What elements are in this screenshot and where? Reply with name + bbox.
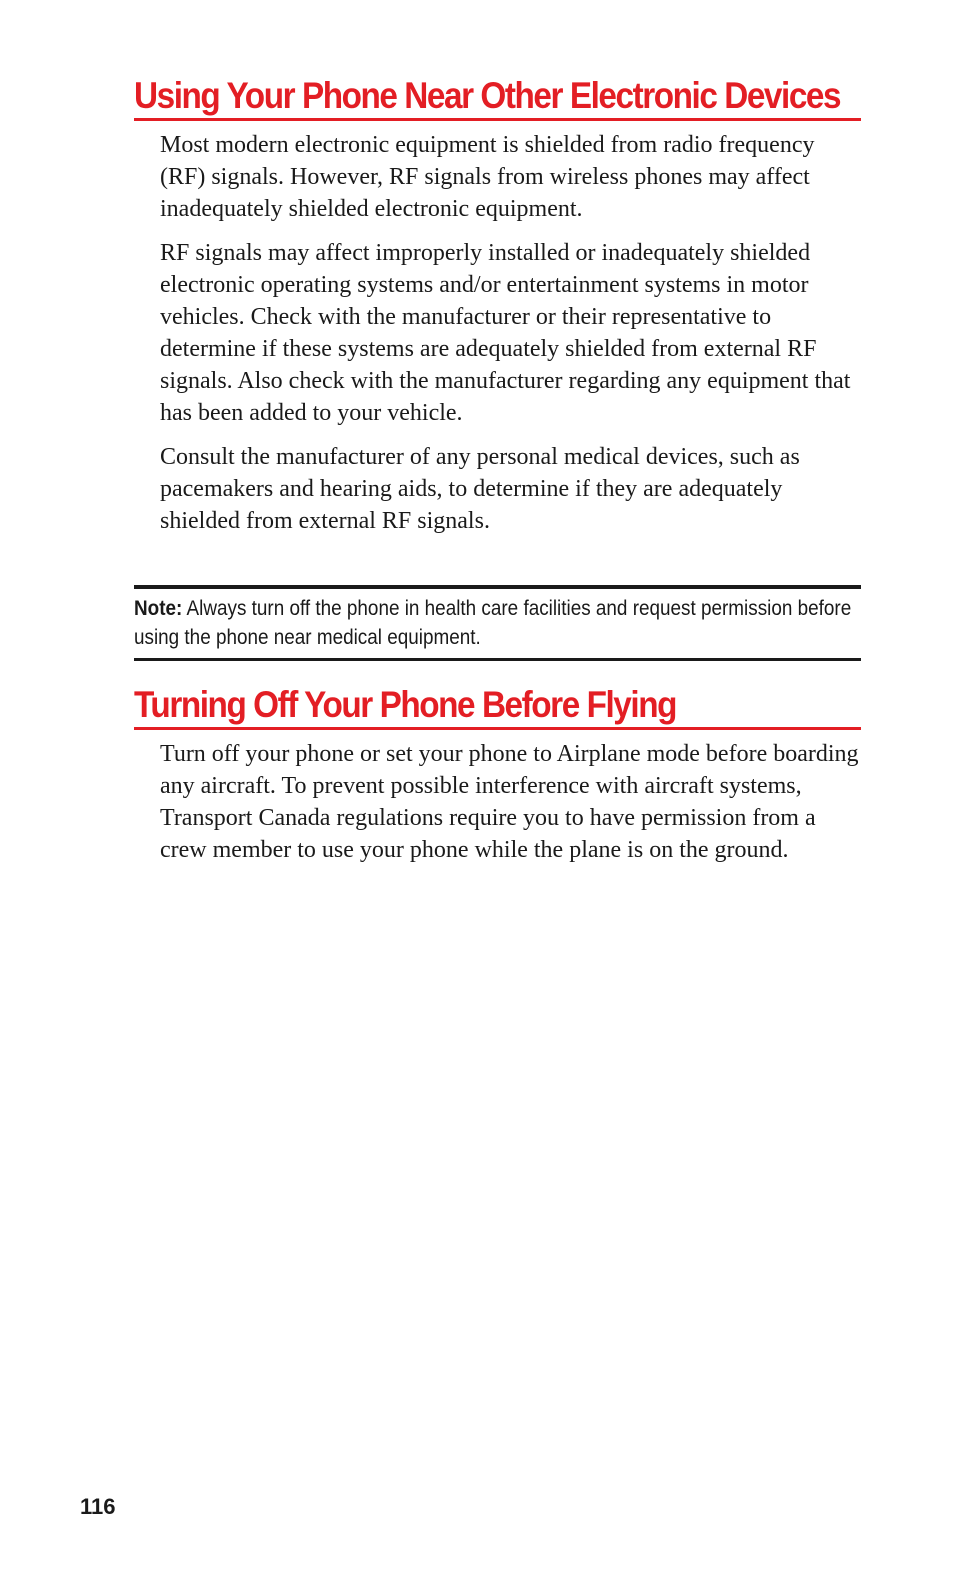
body-paragraph: Consult the manufacturer of any personal medical devices, such as pacemakers and hearing aids, to determine if they are adequately shielded from external RF signals. xyxy=(160,444,800,534)
section-before-flying xyxy=(134,685,861,866)
body-paragraph: RF signals may affect improperly installed or inadequately shielded electronic operating systems and/or entertainment systems in motor vehicles. Check with the manufacturer or their representative to determine if these systems are adequately shielded from external RF signals. Also check with the manufacturer regarding any equipment that has been added to your vehicle. xyxy=(160,240,851,426)
body-paragraph: Turn off your phone or set your phone to Airplane mode before boarding any aircraft. To prevent possible interference with aircraft systems, Transport Canada regulations require you to have permission from a crew member to use your phone while the plane is on the ground. xyxy=(160,741,859,863)
body-paragraph: Most modern electronic equipment is shielded from radio frequency (RF) signals. However, RF signals from wireless phones may affect inadequately shielded electronic equipment. xyxy=(160,132,815,222)
section-heading: Turning Off Your Phone Before Flying xyxy=(134,684,677,725)
note-box xyxy=(134,585,861,661)
page-number: 116 xyxy=(80,1494,116,1519)
note-label: Note: xyxy=(134,597,183,620)
section-heading: Using Your Phone Near Other Electronic Devices xyxy=(134,75,841,116)
note-content xyxy=(134,594,861,652)
note-text: Always turn off the phone in health care facilities and request permission before using the phone near medical equipment. xyxy=(134,597,852,649)
section-electronic-devices xyxy=(134,76,861,537)
